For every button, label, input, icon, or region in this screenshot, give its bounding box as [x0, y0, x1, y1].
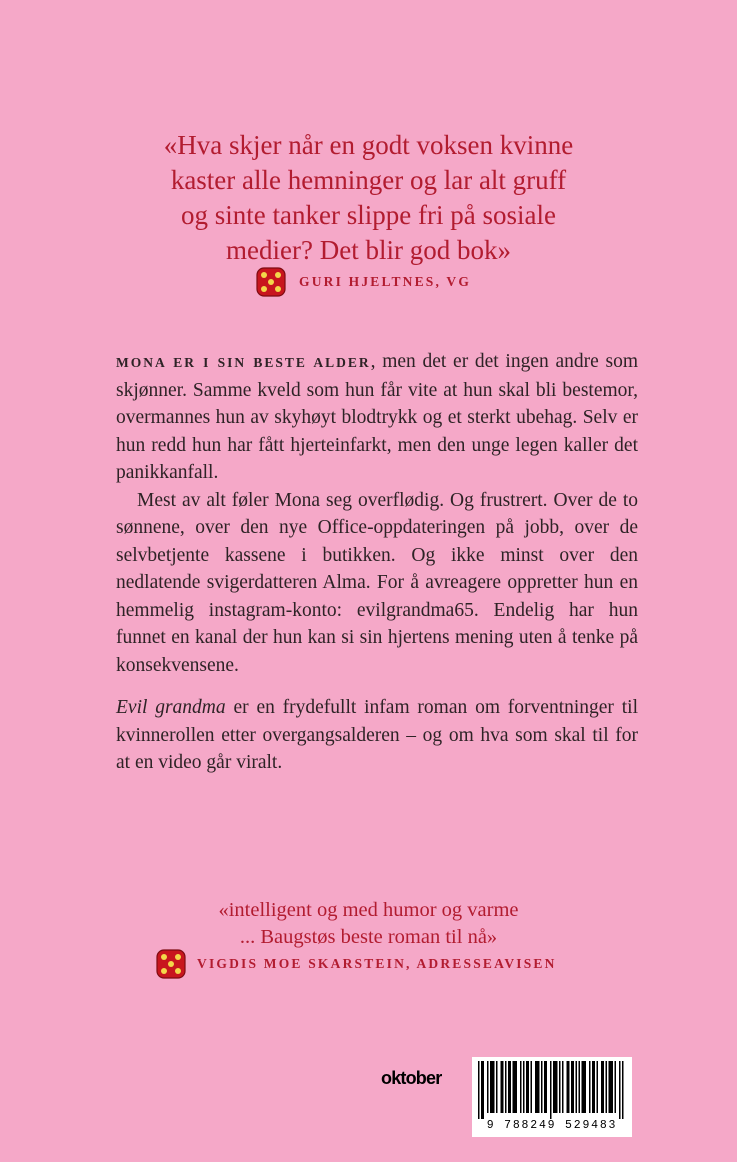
top-review-attribution: [255, 265, 471, 299]
barcode-bar: [544, 1061, 546, 1113]
barcode-bar: [571, 1061, 573, 1113]
barcode-bar: [622, 1061, 624, 1119]
barcode-bar: [603, 1061, 605, 1113]
quote-line: «intelligent og med humor og varme: [218, 899, 519, 921]
barcode-bar: [612, 1061, 614, 1113]
barcode-bar: [597, 1061, 599, 1113]
isbn-barcode: [472, 1057, 632, 1137]
die-five-icon: [255, 266, 287, 298]
blurb-lead-in: MONA ER I SIN BESTE ALDER: [116, 355, 371, 370]
barcode-bar: [615, 1061, 617, 1113]
barcode-bar: [478, 1061, 480, 1119]
barcode-bar: [568, 1061, 570, 1113]
barcode-bar: [531, 1061, 533, 1113]
barcode-bar: [562, 1061, 564, 1113]
barcode-bar: [541, 1061, 543, 1113]
barcode-bar: [493, 1061, 495, 1113]
barcode-bar: [513, 1061, 515, 1113]
barcode-bar: [589, 1061, 591, 1113]
book-title: Evil grandma: [116, 697, 226, 718]
barcode-bar: [496, 1061, 498, 1113]
publisher-logo: oktober: [381, 1068, 442, 1088]
blurb-text: [116, 348, 638, 777]
blurb-paragraph-text: er en frydefullt infam roman om forventninger til kvinnerollen etter overgangsalderen – og om hva som skal til for at en video går viralt.: [116, 697, 639, 773]
barcode-bar: [508, 1061, 510, 1113]
reviewer-name: VIGDIS MOE SKARSTEIN, ADRESSEAVISEN: [197, 956, 557, 971]
barcode-bar: [594, 1061, 596, 1113]
barcode-bar: [505, 1061, 507, 1113]
barcode-bar: [556, 1061, 558, 1113]
barcode-bar: [481, 1061, 483, 1119]
blurb-paragraph: Mest av alt føler Mona seg overflødig. Og frustrert. Over de to sønnene, over den nye Office-oppdateringen på jobb, over de selvbetjente kassene i butikken. Og ikke minst over den nedlatende svigerdatteren Alma. For å avreagere oppretter hun en hemmelig instagram-konto: evilgrandma65. Endelig har hun funnet en kanal der hun kan si sin hjertens mening uten å tenke på konsekvensene.: [116, 489, 638, 676]
top-review-quote: [100, 128, 637, 268]
barcode-bar: [553, 1061, 555, 1113]
quote-line: og sinte tanker slippe fri på sosiale: [181, 200, 556, 230]
barcode-bar: [619, 1061, 621, 1119]
barcode-bar: [583, 1061, 585, 1113]
quote-line: «Hva skjer når en godt voksen kvinne: [163, 130, 574, 160]
barcode-bar: [609, 1061, 611, 1113]
barcode-bar: [537, 1061, 539, 1113]
barcode-bar: [585, 1061, 587, 1113]
barcode-bar: [516, 1061, 518, 1113]
barcode-bar: [520, 1061, 522, 1113]
barcode-bars: [478, 1061, 626, 1119]
bottom-review-attribution: [155, 947, 557, 981]
barcode-bar: [538, 1061, 540, 1113]
quote-line: medier? Det blir god bok»: [226, 235, 511, 265]
barcode-bar: [502, 1061, 504, 1113]
blurb-paragraph-text: , men det er det ingen andre som skjønner. Samme kveld som hun får vite at hun skal bli bestemor, overmannes hun av skyhøyt blodtrykk og et sterkt ubehag. Selv er hun redd hun har fått hjerteinfarkt, men den unge legen kaller det panikkanfall.: [116, 351, 638, 483]
isbn-number: 9 788249 529483: [486, 1119, 618, 1132]
barcode-bar: [492, 1061, 494, 1113]
blurb-paragraph: [116, 694, 638, 777]
barcode-bar: [555, 1061, 557, 1113]
barcode-bar: [526, 1061, 528, 1113]
barcode-bar: [528, 1061, 530, 1113]
barcode-bar: [490, 1061, 492, 1113]
barcode-bar: [487, 1061, 489, 1113]
reviewer-name: GURI HJELTNES, VG: [299, 274, 472, 289]
barcode-bar: [483, 1061, 485, 1119]
die-five-icon: [155, 948, 187, 980]
barcode-bar: [601, 1061, 603, 1113]
barcode-bar: [573, 1061, 575, 1113]
quote-line: kaster alle hemninger og lar alt gruff: [170, 165, 567, 195]
barcode-bar: [523, 1061, 525, 1113]
barcode-bar: [510, 1061, 512, 1113]
barcode-bar: [567, 1061, 569, 1113]
blurb-paragraph: [116, 348, 638, 487]
barcode-bar: [514, 1061, 516, 1113]
barcode-bar: [592, 1061, 594, 1113]
bottom-review-quote: [120, 897, 617, 951]
barcode-bar: [501, 1061, 503, 1113]
barcode-bar: [606, 1061, 608, 1113]
quote-line: ... Baugstøs beste roman til nå»: [239, 926, 498, 948]
barcode-bar: [579, 1061, 581, 1113]
barcode-bar: [535, 1061, 537, 1113]
barcode-bar: [559, 1061, 561, 1113]
barcode-bar: [582, 1061, 584, 1113]
barcode-bar: [546, 1061, 548, 1113]
barcode-bar: [550, 1061, 552, 1119]
barcode-bar: [576, 1061, 578, 1113]
barcode-bar: [610, 1061, 612, 1113]
